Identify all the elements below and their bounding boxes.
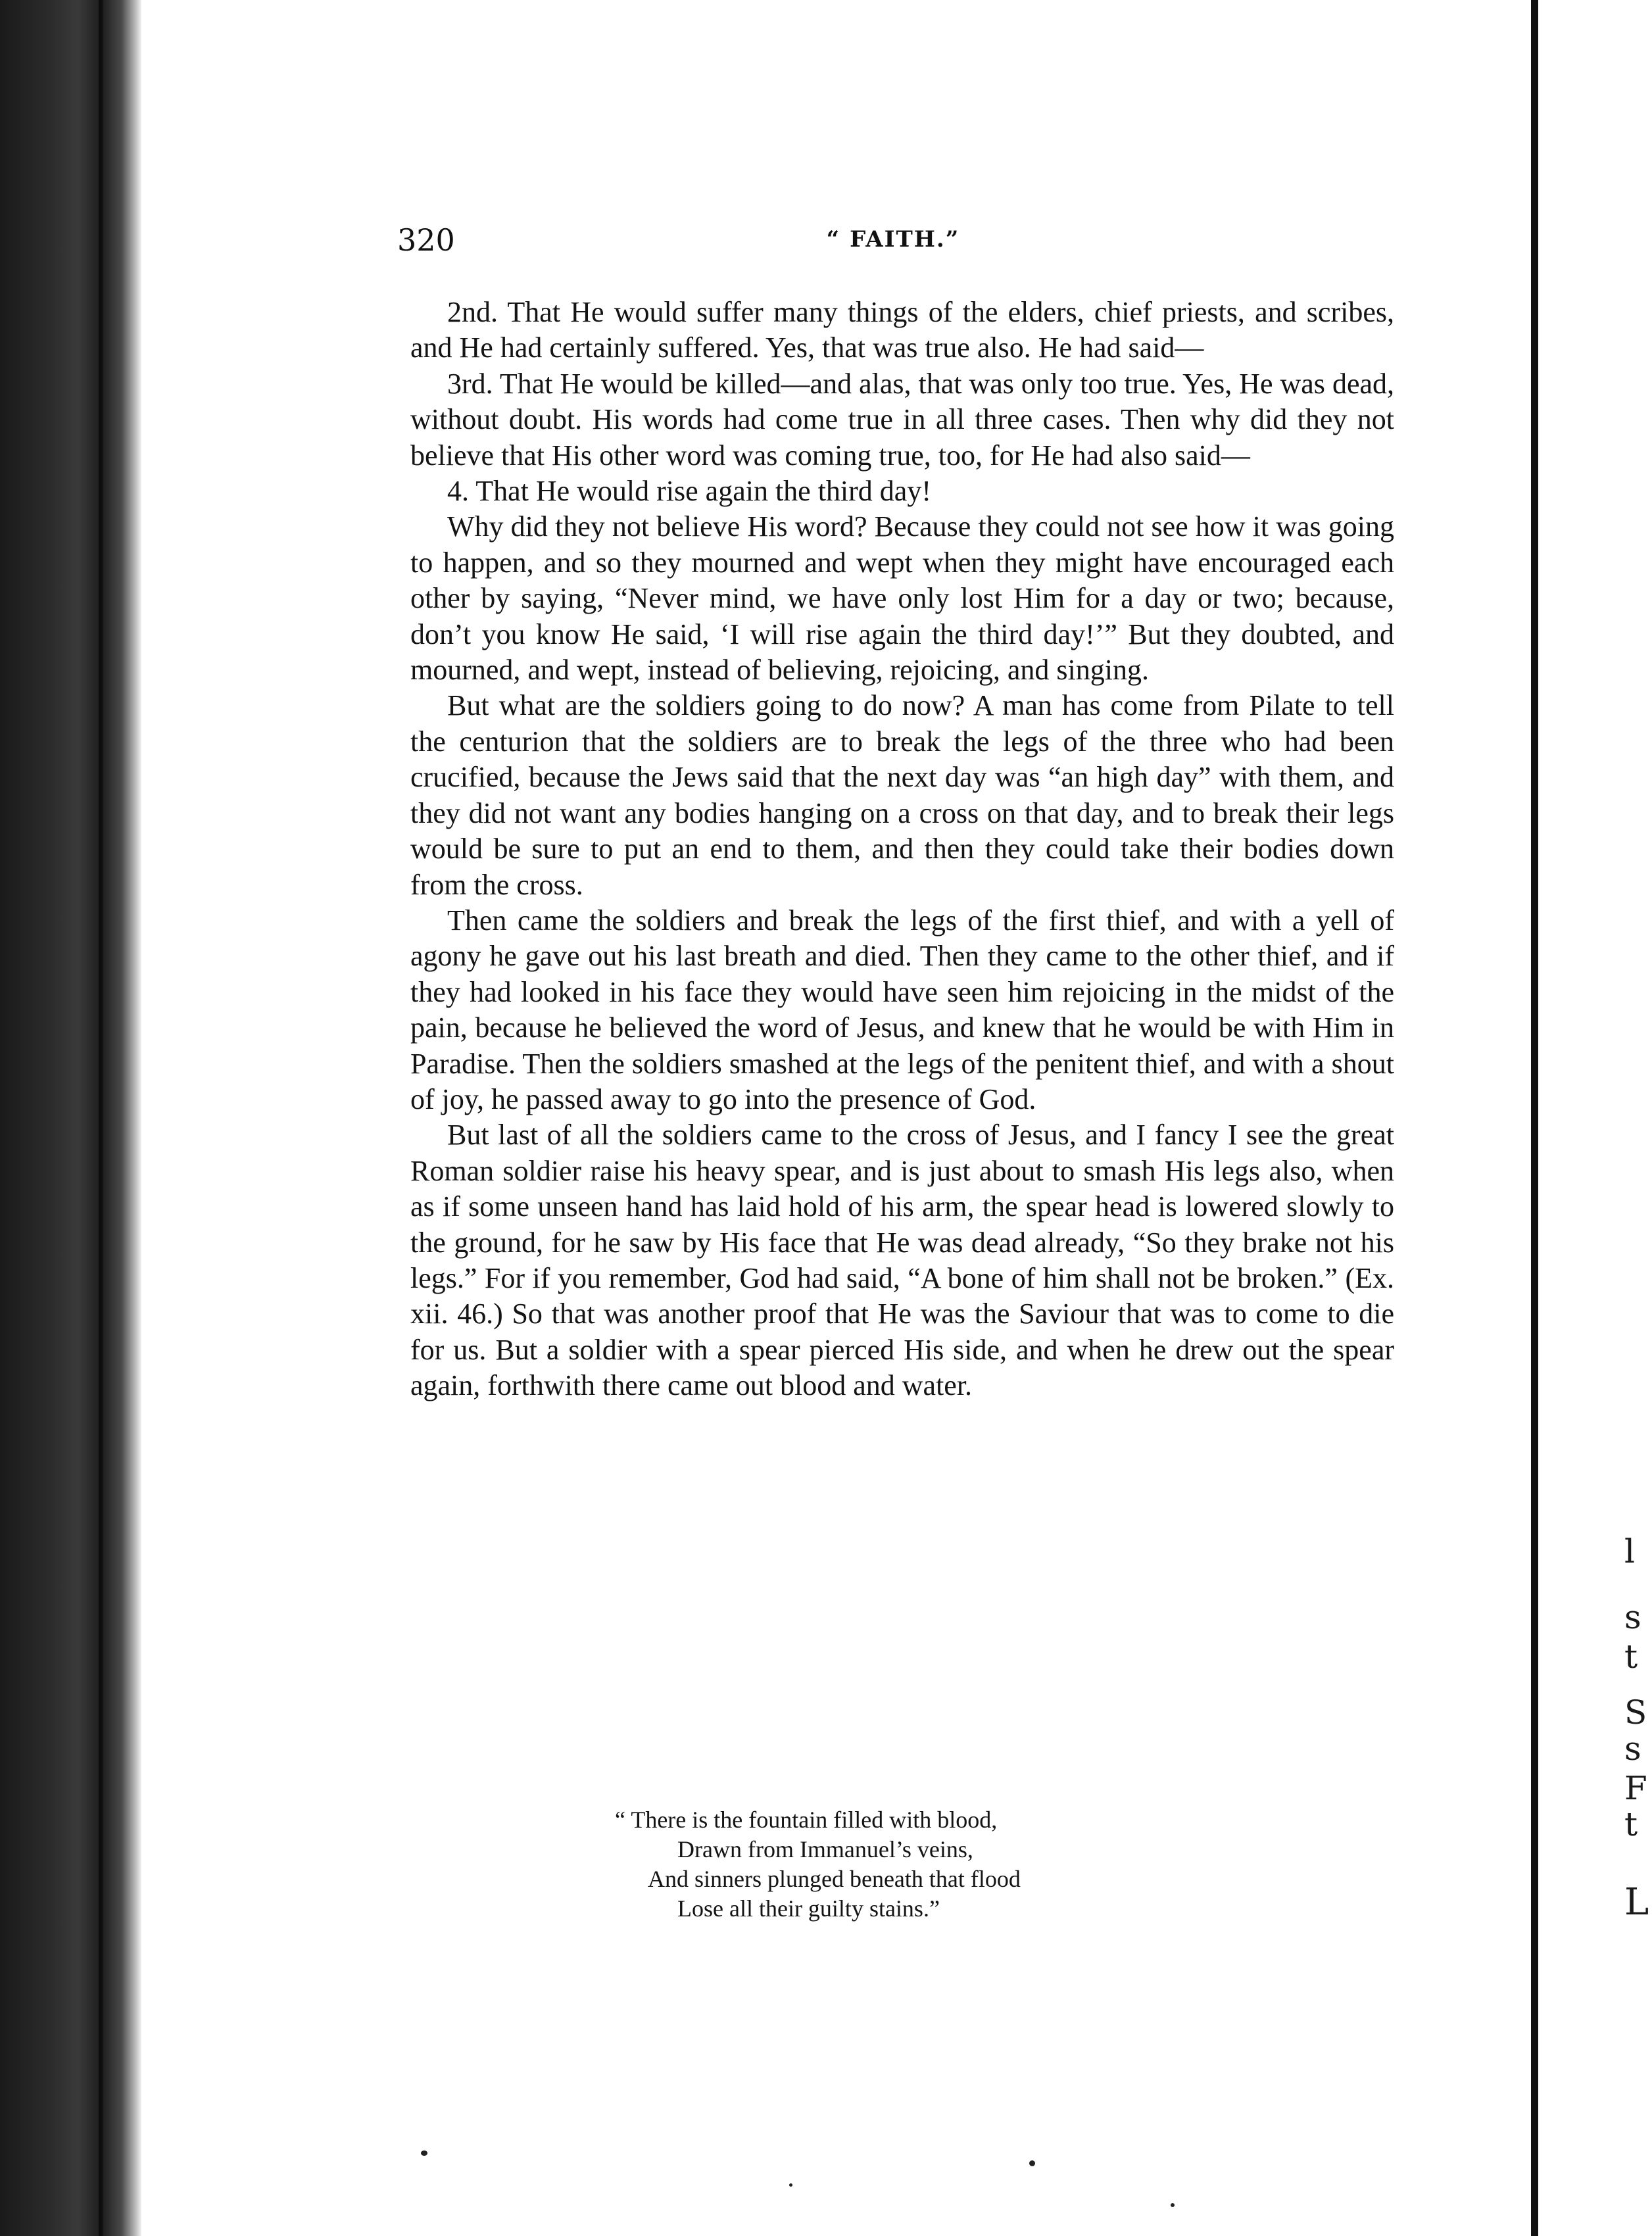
body-text — [410, 295, 1394, 1404]
binding-edge-line — [99, 0, 103, 2236]
paragraph: Then came the soldiers and break the legs of the first thief, and with a yell of agony he gave out his last breath and died. Then they came to the other thief, and if they had looked in his face they would have seen him rejoicing in the midst of the pain, because he believed the word of Jesus, and knew that he would be with Him in Paradise. Then the soldiers smashed at the legs of the penitent thief, and with a shout of joy, he passed away to go into the presence of God. — [410, 904, 1394, 1115]
print-speck — [1171, 2203, 1175, 2207]
print-speck — [1029, 2160, 1035, 2166]
page-divider — [1531, 0, 1538, 2236]
book-binding — [0, 0, 141, 2236]
page-header — [397, 222, 1389, 275]
page-number: 320 — [397, 222, 455, 258]
print-speck — [789, 2183, 792, 2187]
poem-line: And sinners plunged beneath that flood — [648, 1866, 1021, 1892]
poem-line: Lose all their guilty stains.” — [677, 1895, 940, 1922]
paragraph: But last of all the soldiers came to the cross of Jesus, and I fancy I see the great Roman soldier raise his heavy spear, and is just about to smash His legs also, when as if some unseen hand has laid hold of his arm, the spear head is lowered slowly to the ground, for he saw by His face that He was dead already, “So they brake not his legs.” For if you remember, God had said, “A bone of him shall not be broken.” (Ex. xii. 46.) So that was another proof that He was the Saviour that was to come to die for us. But a soldier with a spear pierced His side, and when he drew out the spear again, forthwith there came out blood and water. — [410, 1119, 1394, 1402]
margin-fragment: S — [1624, 1693, 1647, 1732]
paragraph: 2nd. That He would suffer many things of the elders, chief priests, and scribes, and He had certainly suffered. Yes, that was true also. He had said— — [410, 296, 1394, 364]
margin-fragment: s — [1624, 1730, 1641, 1768]
hymn-quotation — [615, 1805, 1207, 1924]
print-speck — [421, 2151, 427, 2156]
paragraph: 4. That He would rise again the third day! — [447, 475, 931, 508]
margin-fragment: l — [1624, 1532, 1635, 1570]
margin-fragment: L — [1624, 1881, 1649, 1924]
paragraph: But what are the soldiers going to do now? A man has come from Pilate to tell the centurion that the soldiers are to break the legs of the three who had been crucified, because the Jews said that the next day was “an high day” with them, and they did not want any bodies hanging on a cross on that day, and to break their legs would be sure to put an end to them, and then they could take their bodies down from the cross. — [410, 689, 1394, 901]
poem-line: Drawn from Immanuel’s veins, — [677, 1836, 973, 1862]
paragraph: Why did they not believe His word? Because they could not see how it was going to happen, and so they mourned and wept when they might have encouraged each other by saying, “Never mind, we have only lost Him for a day or two; because, don’t you know He said, ‘I will rise again the third day!’” But they doubted, and mourned, and wept, instead of believing, rejoicing, and singing. — [410, 510, 1394, 687]
margin-fragment: t — [1624, 1805, 1638, 1843]
margin-fragment: t — [1624, 1638, 1638, 1676]
margin-fragment: s — [1624, 1598, 1641, 1636]
poem-line: “ There is the fountain filled with blood, — [615, 1807, 998, 1833]
margin-fragment: F — [1624, 1769, 1647, 1807]
running-title: “ FAITH.” — [826, 226, 960, 253]
paragraph: 3rd. That He would be killed—and alas, that was only too true. Yes, He was dead, without doubt. His words had come true in all three cases. Then why did they not believe that His other word was coming true, too, for He had also said— — [410, 367, 1394, 472]
